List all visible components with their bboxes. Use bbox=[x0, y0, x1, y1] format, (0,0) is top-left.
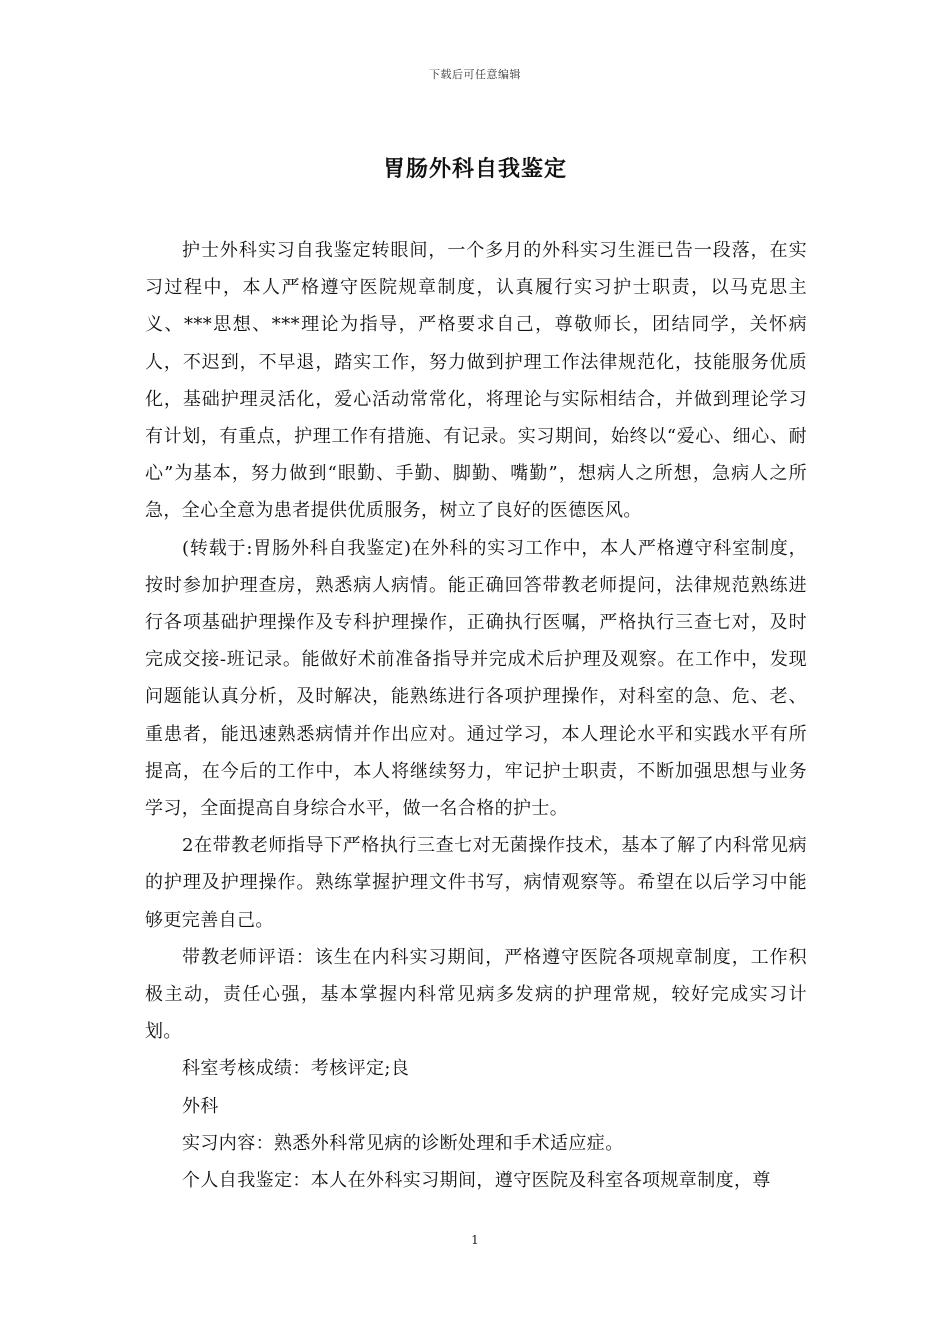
paragraph-section-surgery: 外科 bbox=[182, 1095, 219, 1117]
paragraph-dept-score: 科室考核成绩：考核评定;良 bbox=[182, 1058, 410, 1080]
paragraph-intro: 护士外科实习自我鉴定转眼间，一个多月的外科实习生涯已告一段落，在实习过程中，本人严格遵守医院规章制度，认真履行实习护士职责，以马克思主义、***思想、***理论为指导，严格要求自己，尊敬师长，团结同学，关怀病人，不迟到，不早退，踏实工作，努力做到护理工作法律规范化，技能服务优质化，基础护理灵活化，爱心活动常常化，将理论与实际相结合，并做到理论学习有计划，有重点，护理工作有措施、有记录。实习期间，始终以“爱心、细心、耐心”为基本，努力做到“眼勤、手勤、脚勤、嘴勤”，想病人之所想，急病人之所急，全心全意为患者提供优质服务，树立了良好的医德医风。 bbox=[145, 240, 807, 522]
paragraph-internship-content: 实习内容：熟悉外科常见病的诊断处理和手术适应症。 bbox=[182, 1132, 624, 1154]
page-number: 1 bbox=[471, 1233, 479, 1247]
paragraph-teacher-comment: 带教老师评语：该生在内科实习期间，严格遵守医院各项规章制度，工作积极主动，责任心强，基本掌握内科常见病多发病的护理常规，较好完成实习计划。 bbox=[145, 946, 807, 1043]
paragraph-surgery-work: (转载于:胃肠外科自我鉴定)在外科的实习工作中，本人严格遵守科室制度，按时参加护理查房，熟悉病人病情。能正确回答带教老师提问，法律规范熟练进行各项基础护理操作及专科护理操作，正确执行医嘱，严格执行三查七对，及时完成交接-班记录。能做好术前准备指导并完成术后护理及观察。在工作中，发现问题能认真分析，及时解决，能熟练进行各项护理操作，对科室的急、危、老、重患者，能迅速熟悉病情并作出应对。通过学习，本人理论水平和实践水平有所提高，在今后的工作中，本人将继续努力，牢记护士职责，不断加强思想与业务学习，全面提高自身综合水平，做一名合格的护士。 bbox=[145, 537, 807, 820]
paragraph-point-2: 2在带教老师指导下严格执行三查七对无菌操作技术，基本了解了内科常见病的护理及护理操作。熟练掌握护理文件书写，病情观察等。希望在以后学习中能够更完善自己。 bbox=[145, 835, 807, 931]
document-title: 胃肠外科自我鉴定 bbox=[382, 156, 567, 182]
document-body bbox=[145, 232, 807, 1199]
header-note: 下载后可任意编辑 bbox=[429, 68, 521, 81]
paragraph-self-assessment: 个人自我鉴定：本人在外科实习期间，遵守医院及科室各项规章制度，尊 bbox=[182, 1170, 771, 1192]
